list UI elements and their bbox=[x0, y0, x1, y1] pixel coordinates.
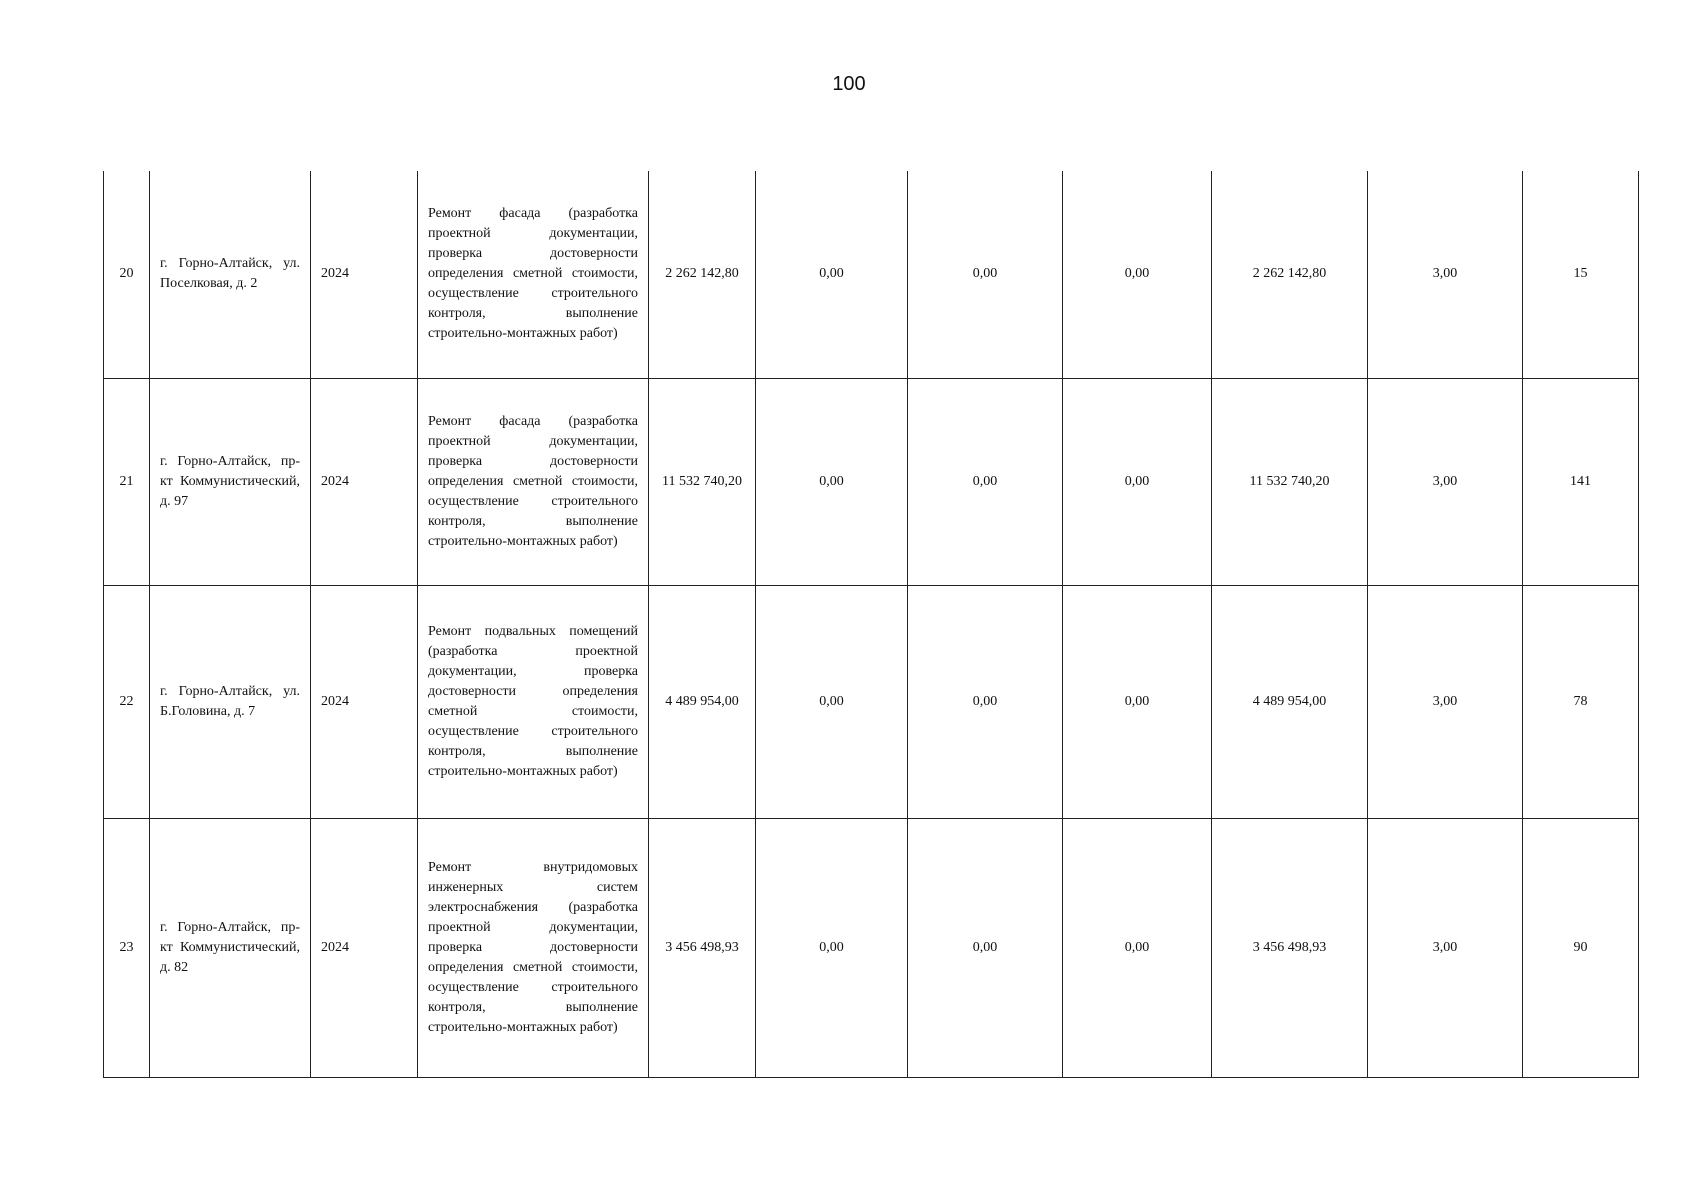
value-cell: 3,00 bbox=[1368, 585, 1523, 818]
year-cell: 2024 bbox=[311, 818, 418, 1077]
value-cell: 0,00 bbox=[1063, 585, 1212, 818]
table-row bbox=[104, 818, 1639, 1077]
address-cell: г. Горно-Алтайск, пр-кт Коммунистический, д. 82 bbox=[150, 818, 311, 1077]
year-cell: 2024 bbox=[311, 585, 418, 818]
work-type-cell: Ремонт фасада (разработка проектной документации, проверка достоверности определения сметной стоимости, осуществление строительного контроля, выполнение строительно-монтажных работ) bbox=[418, 378, 649, 585]
address-cell: г. Горно-Алтайск, ул. Б.Головина, д. 7 bbox=[150, 585, 311, 818]
value-cell: 0,00 bbox=[908, 818, 1063, 1077]
page-number: 100 bbox=[832, 73, 866, 95]
value-cell: 78 bbox=[1523, 585, 1639, 818]
value-cell: 90 bbox=[1523, 818, 1639, 1077]
value-cell: 0,00 bbox=[756, 818, 908, 1077]
value-cell: 0,00 bbox=[1063, 378, 1212, 585]
table-row bbox=[104, 585, 1639, 818]
table-row bbox=[104, 171, 1639, 378]
work-type-cell: Ремонт внутридомовых инженерных систем электроснабжения (разработка проектной документации, проверка достоверности определения сметной стоимости, осуществление строительного контроля, выполнение строительно-монтажных работ) bbox=[418, 818, 649, 1077]
value-cell: 3,00 bbox=[1368, 171, 1523, 378]
row-number: 21 bbox=[104, 378, 150, 585]
row-number: 22 bbox=[104, 585, 150, 818]
work-type-cell: Ремонт подвальных помещений (разработка проектной документации, проверка достоверности определения сметной стоимости, осуществление строительного контроля, выполнение строительно-монтажных работ) bbox=[418, 585, 649, 818]
value-cell: 15 bbox=[1523, 171, 1639, 378]
value-cell: 0,00 bbox=[756, 378, 908, 585]
value-cell: 2 262 142,80 bbox=[1212, 171, 1368, 378]
work-type-cell: Ремонт фасада (разработка проектной документации, проверка достоверности определения сметной стоимости, осуществление строительного контроля, выполнение строительно-монтажных работ) bbox=[418, 171, 649, 378]
year-cell: 2024 bbox=[311, 171, 418, 378]
total-cost-cell: 11 532 740,20 bbox=[649, 378, 756, 585]
value-cell: 0,00 bbox=[908, 378, 1063, 585]
value-cell: 0,00 bbox=[756, 171, 908, 378]
row-number: 23 bbox=[104, 818, 150, 1077]
value-cell: 0,00 bbox=[908, 585, 1063, 818]
row-number: 20 bbox=[104, 171, 150, 378]
address-cell: г. Горно-Алтайск, пр-кт Коммунистический, д. 97 bbox=[150, 378, 311, 585]
value-cell: 3,00 bbox=[1368, 818, 1523, 1077]
year-cell: 2024 bbox=[311, 378, 418, 585]
table-row bbox=[104, 378, 1639, 585]
value-cell: 0,00 bbox=[908, 171, 1063, 378]
value-cell: 11 532 740,20 bbox=[1212, 378, 1368, 585]
address-cell: г. Горно-Алтайск, ул. Поселковая, д. 2 bbox=[150, 171, 311, 378]
total-cost-cell: 2 262 142,80 bbox=[649, 171, 756, 378]
value-cell: 141 bbox=[1523, 378, 1639, 585]
value-cell: 3,00 bbox=[1368, 378, 1523, 585]
value-cell: 3 456 498,93 bbox=[1212, 818, 1368, 1077]
value-cell: 0,00 bbox=[1063, 171, 1212, 378]
value-cell: 0,00 bbox=[1063, 818, 1212, 1077]
value-cell: 4 489 954,00 bbox=[1212, 585, 1368, 818]
value-cell: 0,00 bbox=[756, 585, 908, 818]
repair-program-table bbox=[103, 171, 1639, 1078]
total-cost-cell: 3 456 498,93 bbox=[649, 818, 756, 1077]
total-cost-cell: 4 489 954,00 bbox=[649, 585, 756, 818]
